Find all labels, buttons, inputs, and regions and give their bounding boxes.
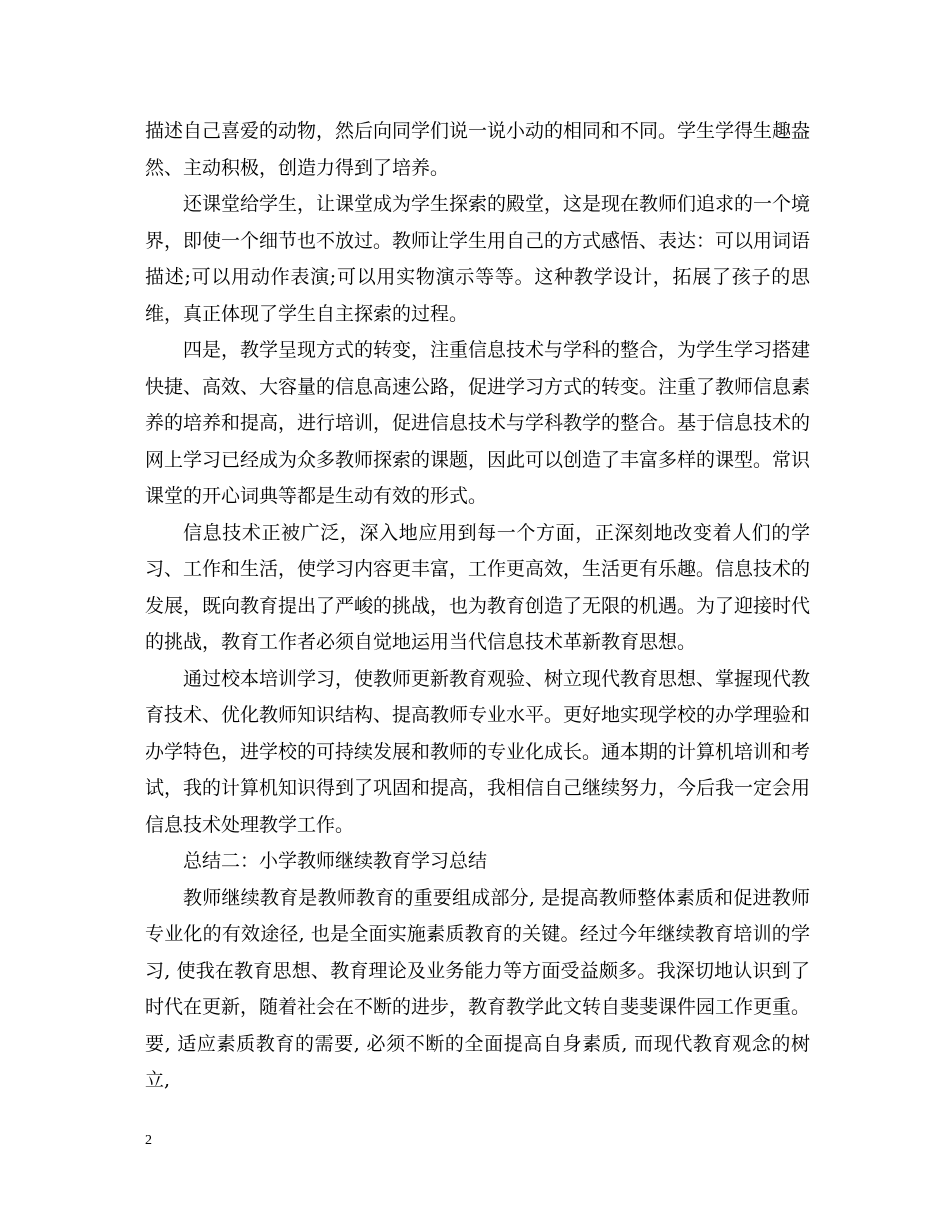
section-heading: 总结二：小学教师继续教育学习总结 <box>183 850 488 872</box>
page-number: 2 <box>145 1133 152 1148</box>
paragraph-1: 描述自己喜爱的动物，然后向同学们说一说小动的相同和不同。学生学得生趣盎然、主动积极，创造力得到了培养。 <box>145 120 811 179</box>
document-body <box>145 113 810 1099</box>
paragraph-5: 通过校本培训学习，使教师更新教育观验、树立现代教育思想、掌握现代教育技术、优化教师知识结构、提高教师专业水平。更好地实现学校的办学理验和办学特色，进学校的可持续发展和教师的专业化成长。通本期的计算机培训和考试，我的计算机知识得到了巩固和提高，我相信自己继续努力，今后我一定会用信息技术处理教学工作。 <box>145 667 811 836</box>
paragraph-2: 还课堂给学生，让课堂成为学生探索的殿堂，这是现在教师们追求的一个境界，即使一个细节也不放过。教师让学生用自己的方式感悟、表达：可以用词语描述;可以用动作表演;可以用实物演示等等。这种教学设计，拓展了孩子的思维，真正体现了学生自主探索的过程。 <box>145 193 811 325</box>
paragraph-3: 四是，教学呈现方式的转变，注重信息技术与学科的整合，为学生学习搭建快捷、高效、大容量的信息高速公路，促进学习方式的转变。注重了教师信息素养的培养和提高，进行培训，促进信息技术与学科教学的整合。基于信息技术的网上学习已经成为众多教师探索的课题，因此可以创造了丰富多样的课型。常识课堂的开心词典等都是生动有效的形式。 <box>145 339 811 507</box>
paragraph-4: 信息技术正被广泛，深入地应用到每一个方面，正深刻地改变着人们的学习、工作和生活，使学习内容更丰富，工作更高效，生活更有乐趣。信息技术的发展，既向教育提出了严峻的挑战，也为教育创造了无限的机遇。为了迎接时代的挑战，教育工作者必须自觉地运用当代信息技术革新教育思想。 <box>145 521 811 653</box>
paragraph-6: 教师继续教育是教师教育的重要组成部分, 是提高教师整体素质和促进教师专业化的有效途径, 也是全面实施素质教育的关键。经过今年继续教育培训的学习, 使我在教育思想、教育理论及业务能力等方面受益颇多。我深切地认识到了时代在更新，随着社会在不断的进步，教育教学此文转自斐斐课件园工作更重。要, 适应素质教育的需要, 必须不断的全面提高自身素质, 而现代教育观念的树立, <box>145 886 811 1091</box>
